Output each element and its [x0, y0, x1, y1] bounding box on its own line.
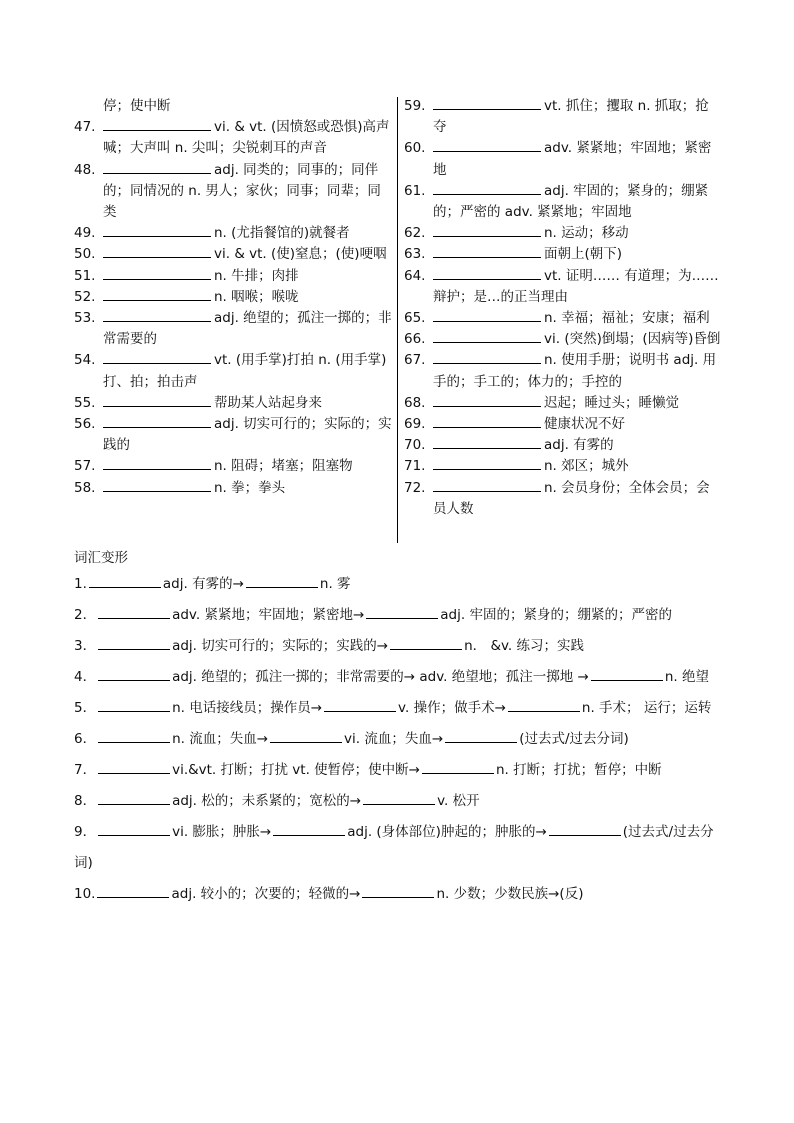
entry-definition: vi. & vt. (因愤怒或恐惧)高声喊；大声叫 n. 尖叫；尖锐刺耳的声音: [103, 119, 390, 157]
entry-number: 50.: [74, 246, 96, 263]
answer-blank[interactable]: [433, 224, 541, 237]
entry-definition: n. 咽喉；喉咙: [214, 288, 299, 305]
vocab-entry: [404, 223, 722, 244]
exercise-text: n. 雾: [319, 576, 351, 592]
entry-number: 56.: [74, 416, 96, 433]
vocab-entry: [74, 96, 392, 117]
exercise-number: 6．: [74, 731, 97, 747]
answer-blank[interactable]: [103, 415, 211, 428]
answer-blank[interactable]: [103, 118, 211, 131]
exercise-text: adj. 切实可行的；实际的；实践的→: [172, 638, 389, 654]
exercise-number: 7．: [74, 762, 97, 778]
exercise-text: adj. 较小的；次要的；轻微的→: [171, 886, 361, 902]
exercise-text: n. 打断；打扰；暂停；中断: [496, 762, 662, 778]
entry-definition: 停；使中断: [103, 98, 171, 114]
exercise-number: 1.: [74, 576, 87, 592]
entry-definition: adj. 同类的；同事的；同伴的；同情况的 n. 男人；家伙；同事；同辈；同类: [103, 161, 381, 221]
column-divider: [397, 97, 398, 543]
vocab-entry: [74, 287, 392, 308]
vocab-entry: [404, 435, 722, 456]
entry-number: 48.: [74, 161, 96, 178]
answer-blank[interactable]: [98, 699, 170, 712]
exercise-text: n． &v. 练习；实践: [464, 638, 584, 654]
answer-blank[interactable]: [103, 351, 211, 364]
exercise-number: 5．: [74, 700, 97, 716]
entry-number: 67.: [404, 352, 426, 369]
entry-definition: 迟起；睡过头；睡懒觉: [544, 394, 679, 411]
entry-number: 72.: [404, 479, 426, 496]
vocab-entry: [74, 223, 392, 244]
entry-number: 71.: [404, 458, 426, 475]
answer-blank[interactable]: [390, 637, 462, 650]
vocab-entry: [74, 478, 392, 499]
entry-definition: n. 郊区；城外: [544, 458, 629, 475]
answer-blank[interactable]: [103, 267, 211, 280]
vocab-entry: [74, 456, 392, 477]
word-form-exercises: [74, 569, 722, 910]
entry-number: 47.: [74, 119, 96, 136]
answer-blank[interactable]: [433, 97, 541, 110]
entry-number: 53.: [74, 310, 96, 327]
exercise-number: 9．: [74, 824, 97, 840]
exercise-item: [74, 569, 722, 600]
answer-blank[interactable]: [433, 415, 541, 428]
entry-definition: n. (尤指餐馆的)就餐者: [214, 225, 350, 242]
exercise-text: adj. 绝望的；孤注一掷的；非常需要的→ adv. 绝望地；孤注一掷地 →: [172, 669, 589, 685]
answer-blank[interactable]: [433, 330, 541, 343]
entry-definition: 帮助某人站起身来: [214, 394, 322, 411]
answer-blank[interactable]: [246, 575, 318, 588]
answer-blank[interactable]: [270, 730, 342, 743]
exercise-text: adj. 松的；未系紧的；宽松的→: [172, 793, 362, 809]
exercise-text: n. 流血；失血→: [172, 731, 269, 747]
answer-blank[interactable]: [508, 699, 580, 712]
vocab-entry: [74, 393, 392, 414]
entry-definition: adj. 绝望的；孤注一掷的；非常需要的: [103, 310, 392, 348]
entry-definition: n. 幸福；福祉；安康；福利: [544, 310, 710, 327]
answer-blank[interactable]: [433, 309, 541, 322]
entry-definition: n. 拳；拳头: [214, 479, 286, 496]
answer-blank[interactable]: [422, 761, 494, 774]
answer-blank[interactable]: [433, 436, 541, 449]
answer-blank[interactable]: [103, 161, 211, 174]
exercise-number: 4．: [74, 669, 97, 685]
answer-blank[interactable]: [433, 182, 541, 195]
entry-definition: n. 阻碍；堵塞；阻塞物: [214, 458, 353, 475]
exercise-item: [74, 693, 722, 724]
entry-number: 58.: [74, 479, 96, 496]
vocab-entry: [404, 393, 722, 414]
exercise-item: [74, 631, 722, 662]
answer-blank[interactable]: [445, 730, 517, 743]
entry-definition: vi. (突然)倒塌；(因病等)昏倒: [544, 331, 721, 348]
vocab-entry: [74, 414, 392, 456]
vocabulary-column-right: [404, 96, 722, 520]
entry-definition: n. 会员身份；全体会员；会员人数: [433, 479, 710, 517]
entry-number: 61.: [404, 182, 426, 199]
vocab-entry: [404, 308, 722, 329]
entry-number: 51.: [74, 267, 96, 284]
exercise-text: n. 电话接线员；操作员→: [172, 700, 323, 716]
vocab-entry: [74, 350, 392, 392]
entry-definition: vi. & vt. (使)窒息；(使)哽咽: [214, 246, 387, 263]
answer-blank[interactable]: [363, 792, 435, 805]
answer-blank[interactable]: [366, 606, 438, 619]
answer-blank[interactable]: [549, 823, 621, 836]
exercise-item: [74, 755, 722, 786]
exercise-item: [74, 662, 722, 693]
answer-blank[interactable]: [273, 823, 345, 836]
answer-blank[interactable]: [98, 637, 170, 650]
answer-blank[interactable]: [103, 394, 211, 407]
answer-blank[interactable]: [98, 606, 170, 619]
entry-number: 69.: [404, 416, 426, 433]
exercise-item: [74, 600, 722, 631]
vocab-entry: [404, 414, 722, 435]
vocabulary-column-left: [74, 96, 392, 499]
entry-number: 54.: [74, 352, 96, 369]
entry-definition: 面朝上(朝下): [544, 246, 623, 263]
vocab-entry: [404, 96, 722, 138]
exercise-text: n. 绝望: [664, 669, 709, 685]
exercise-text: (过去式/过去分词): [74, 824, 714, 871]
entry-definition: n. 牛排；肉排: [214, 267, 299, 284]
exercise-text: adv. 紧紧地；牢固地；紧密地→: [172, 607, 365, 623]
vocab-entry: [404, 478, 722, 520]
entry-number: 55.: [74, 394, 96, 411]
answer-blank[interactable]: [98, 823, 170, 836]
entry-number: 63.: [404, 246, 426, 263]
entry-number: 57.: [74, 458, 96, 475]
exercise-text: vi. 流血；失血→: [344, 731, 444, 747]
entry-definition: n. 运动；移动: [544, 225, 629, 242]
answer-blank[interactable]: [97, 885, 169, 898]
entry-number: 62.: [404, 225, 426, 242]
answer-blank[interactable]: [433, 245, 541, 258]
exercise-number: 10.: [74, 886, 96, 902]
section-title: 词汇变形: [74, 550, 128, 566]
answer-blank[interactable]: [433, 457, 541, 470]
vocab-entry: [404, 456, 722, 477]
exercise-text: (过去式/过去分词): [519, 731, 629, 747]
answer-blank[interactable]: [98, 792, 170, 805]
vocab-entry: [404, 244, 722, 265]
entry-number: 49.: [74, 225, 96, 242]
entry-number: 59.: [404, 98, 426, 114]
answer-blank[interactable]: [103, 245, 211, 258]
vocab-entry: [74, 244, 392, 265]
entry-definition: adj. 有雾的: [544, 437, 614, 454]
answer-blank[interactable]: [433, 139, 541, 152]
vocab-entry: [404, 329, 722, 350]
exercise-number: 8．: [74, 793, 97, 809]
vocab-entry: [404, 350, 722, 392]
answer-blank[interactable]: [98, 761, 170, 774]
answer-blank[interactable]: [433, 394, 541, 407]
answer-blank[interactable]: [103, 288, 211, 301]
exercise-text: n. 手术； 运行；运转: [581, 700, 712, 716]
entry-number: 60.: [404, 140, 426, 157]
exercise-text: adj. 有雾的→: [162, 576, 244, 592]
exercise-text: v. 松开: [437, 793, 480, 809]
answer-blank[interactable]: [433, 479, 541, 492]
answer-blank[interactable]: [433, 267, 541, 280]
answer-blank[interactable]: [98, 730, 170, 743]
answer-blank[interactable]: [89, 575, 161, 588]
entry-definition: vt. (用手掌)打拍 n. (用手掌)打、拍；拍击声: [103, 352, 387, 390]
entry-definition: vt. 证明…… 有道理；为……辩护；是…的正当理由: [433, 267, 719, 305]
exercise-text: vi. 膨胀；肿胀→: [172, 824, 272, 840]
vocab-entry: [404, 138, 722, 180]
exercise-text: v. 操作；做手术→: [398, 700, 506, 716]
exercise-text: adj. 牢固的；紧身的；绷紧的；严密的: [440, 607, 672, 623]
entry-number: 52.: [74, 288, 96, 305]
answer-blank[interactable]: [103, 457, 211, 470]
vocab-entry: [404, 266, 722, 308]
answer-blank[interactable]: [103, 479, 211, 492]
entry-definition: adj. 切实可行的；实际的；实践的: [103, 416, 392, 454]
answer-blank[interactable]: [324, 699, 396, 712]
answer-blank[interactable]: [103, 224, 211, 237]
entry-definition: vt. 抓住；攫取 n. 抓取；抢夺: [433, 98, 709, 136]
exercise-text: vi.&vt. 打断；打扰 vt. 使暂停；使中断→: [172, 762, 420, 778]
exercise-item: [74, 786, 722, 817]
answer-blank[interactable]: [103, 309, 211, 322]
entry-number: 65.: [404, 310, 426, 327]
exercise-item: [74, 724, 722, 755]
entry-number: 68.: [404, 394, 426, 411]
entry-definition: n. 使用手册；说明书 adj. 用手的；手工的；体力的；手控的: [433, 352, 717, 390]
entry-number: 66.: [404, 331, 426, 348]
answer-blank[interactable]: [591, 668, 663, 681]
exercise-item: [74, 879, 722, 910]
vocab-entry: [74, 117, 392, 159]
answer-blank[interactable]: [433, 351, 541, 364]
exercise-number: 3．: [74, 638, 97, 654]
exercise-text: adj. (身体部位)肿起的；肿胀的→: [347, 824, 547, 840]
answer-blank[interactable]: [362, 885, 434, 898]
entry-definition: adj. 牢固的；紧身的；绷紧的；严密的 adv. 紧紧地；牢固地: [433, 182, 709, 221]
vocab-entry: [74, 308, 392, 350]
entry-number: 70.: [404, 437, 426, 454]
exercise-number: 2．: [74, 607, 97, 623]
vocab-entry: [74, 160, 392, 224]
entry-definition: 健康状况不好: [544, 416, 625, 433]
entry-definition: adv. 紧紧地；牢固地；紧密地: [433, 140, 712, 178]
exercise-item: [74, 817, 722, 879]
vocab-entry: [404, 181, 722, 223]
answer-blank[interactable]: [98, 668, 170, 681]
exercise-text: n. 少数；少数民族→(反): [436, 886, 584, 902]
vocab-entry: [74, 266, 392, 287]
entry-number: 64.: [404, 267, 426, 284]
